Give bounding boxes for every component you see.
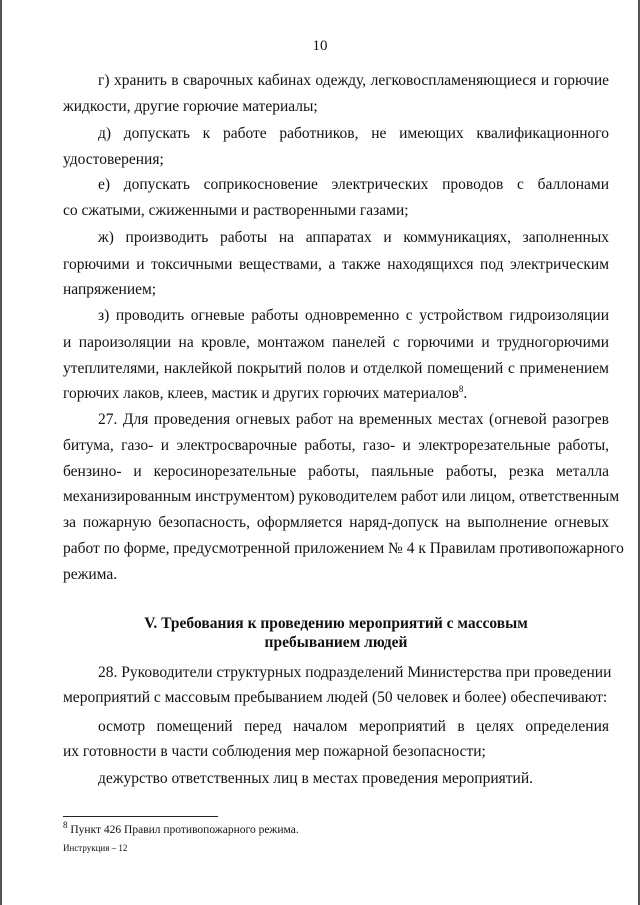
item-zh-line-1: ж) производить работы на аппаратах и коммуникациях, заполненных (98, 229, 609, 246)
inspection-line-1: осмотр помещений перед началом мероприятий в целях определения (98, 718, 609, 735)
page-number: 10 (312, 38, 328, 54)
item-zh-line-3: напряжением; (63, 281, 157, 298)
footer-code: Инструкция – 12 (63, 843, 128, 853)
section-heading-line-1: V. Требования к проведению мероприятий с массовым (144, 615, 528, 632)
para-27-line-5: за пожарную безопасность, оформляется наряд-допуск на выполнение огневых (63, 514, 609, 531)
item-z-line-4-text: горючих лаков, клеев, мастик и других горючих материалов (63, 385, 459, 402)
item-d-line-1: д) допускать к работе работников, не имеющих квалификационного (98, 125, 609, 142)
section-heading-line-2: пребыванием людей (264, 634, 408, 651)
para-27-line-2: битума, газо- и электросварочные работы, газо- и электрорезательные работы, (63, 437, 609, 454)
footnote-ref-8: 8 (458, 383, 464, 394)
item-z-line-3: утеплителями, наклейкой покрытий полов и отделкой помещений с применением (63, 360, 609, 377)
footnote (63, 820, 299, 836)
duty-line: дежурство ответственных лиц в местах проведения мероприятий. (98, 770, 534, 787)
para-28-line-2: мероприятий с массовым пребыванием людей (50 человек и более) обеспечивают: (63, 689, 608, 706)
para-28-line-1: 28. Руководители структурных подразделений Министерства при проведении (98, 664, 612, 681)
item-z-line-1: з) проводить огневые работы одновременно с устройством гидроизоляции (98, 307, 609, 324)
item-g-line-1: г) хранить в сварочных кабинах одежду, легковоспламеняющиеся и горючие (98, 72, 609, 89)
scan-edge-left (0, 0, 2, 905)
para-27-line-6: работ по форме, предусмотренной приложением № 4 к Правилам противопожарного (63, 540, 624, 557)
item-z-line-4-end: . (463, 385, 468, 402)
para-27-line-7: режима. (63, 566, 118, 583)
item-d-line-2: удостоверения; (63, 151, 164, 168)
item-e-line-1: е) допускать соприкосновение электрических проводов с баллонами (98, 176, 609, 193)
para-27-line-1: 27. Для проведения огневых работ на временных местах (огневой разогрев (98, 411, 609, 428)
footnote-mark: 8 (63, 820, 68, 831)
footnote-text: Пункт 426 Правил противопожарного режима. (67, 824, 299, 836)
para-27-line-3: бензино- и керосинорезательные работы, паяльные работы, резка металла (63, 463, 609, 480)
inspection-line-2: их готовности в части соблюдения мер пожарной безопасности; (63, 743, 486, 760)
item-e-line-2: со сжатыми, сжиженными и растворенными газами; (63, 202, 409, 219)
item-g-line-2: жидкости, другие горючие материалы; (63, 98, 318, 115)
footnote-separator (63, 816, 218, 817)
item-z-line-2: и пароизоляции на кровле, монтажом панелей с горючими и трудногорючими (63, 334, 609, 351)
item-zh-line-2: горючими и токсичными веществами, а также находящихся под электрическим (63, 256, 609, 273)
para-27-line-4: механизированным инструментом) руководителем работ или лицом, ответственным (63, 488, 620, 505)
item-z-line-4 (63, 384, 609, 404)
